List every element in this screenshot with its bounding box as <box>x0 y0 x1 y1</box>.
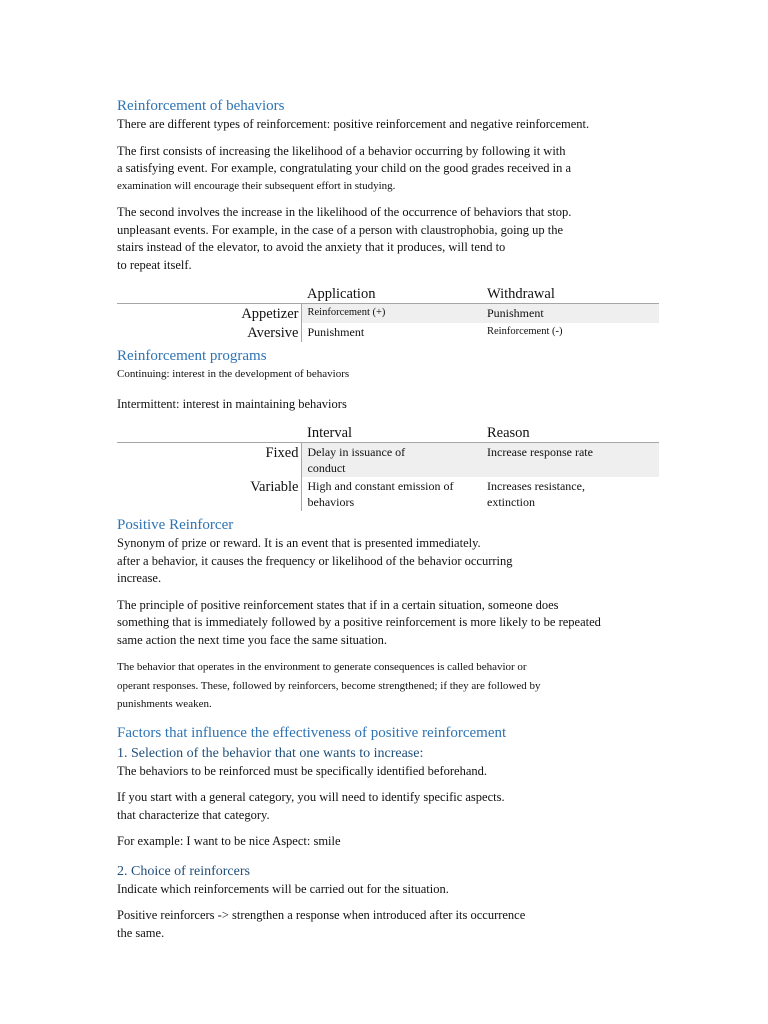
paragraph-intermittent: Intermittent: interest in maintaining behaviors <box>117 396 347 411</box>
subsection-title-selection: 1. Selection of the behavior that one wants to increase: <box>117 745 424 761</box>
table-cell <box>301 477 481 511</box>
row-header-variable: Variable <box>117 477 301 511</box>
cell-line: extinction <box>487 495 535 509</box>
paragraph-second <box>117 204 662 274</box>
document-page <box>117 96 662 951</box>
text-line: operant responses. These, followed by reinforcers, become strengthened; if they are followed by <box>117 679 541 692</box>
column-header-reason: Reason <box>481 422 659 443</box>
table-header-row <box>117 283 659 304</box>
cell-line: Increase response rate <box>487 445 593 459</box>
text-line: unpleasant events. For example, in the case of a person with claustrophobia, going up the <box>117 222 564 237</box>
text-line: There are different types of reinforcement: positive reinforcement and negative reinforcement. <box>117 117 590 131</box>
cell-line: Delay in issuance of <box>307 445 406 459</box>
text-line: that characterize that category. <box>117 807 270 822</box>
text-line: The behavior that operates in the environment to generate consequences is called behavior or <box>117 661 527 673</box>
text-line: the same. <box>117 925 165 940</box>
cell-line: behaviors <box>307 495 355 509</box>
reinforcement-table <box>117 283 659 342</box>
paragraph-types <box>117 116 662 134</box>
section-title-reinforcement: Reinforcement of behaviors <box>117 98 285 114</box>
text-line: Positive reinforcers -> strengthen a response when introduced after its occurrence <box>117 908 526 922</box>
section-title-programs: Reinforcement programs <box>117 348 267 364</box>
text-line: The second involves the increase in the likelihood of the occurrence of behaviors that stop. <box>117 205 572 219</box>
text-line: a satisfying event. For example, congratulating your child on the good grades received in a <box>117 161 572 175</box>
text-line: The principle of positive reinforcement states that if in a certain situation, someone does <box>117 597 559 612</box>
text-line: after a behavior, it causes the frequency or likelihood of the behavior occurring <box>117 553 513 568</box>
table-cell: Reinforcement (+) <box>301 304 481 324</box>
paragraph-operant <box>117 658 662 714</box>
table-row <box>117 443 659 478</box>
cell-line: Increases resistance, <box>487 479 585 493</box>
table-row <box>117 477 659 511</box>
section-title-positive-reinforcer: Positive Reinforcer <box>117 517 234 533</box>
text-line: something that is immediately followed by a positive reinforcement is more likely to be repeated <box>117 615 601 629</box>
table-cell <box>481 477 659 511</box>
section-title-factors: Factors that influence the effectiveness of positive reinforcement <box>117 724 507 741</box>
text-line: If you start with a general category, you will need to identify specific aspects. <box>117 790 505 804</box>
column-header-withdrawal: Withdrawal <box>481 283 659 304</box>
text-line: punishments weaken. <box>117 698 212 710</box>
paragraph-identified: The behaviors to be reinforced must be specifically identified beforehand. <box>117 763 487 778</box>
paragraph-positive-reinforcers <box>117 907 662 942</box>
table-header-row <box>117 422 659 443</box>
cell-line: conduct <box>307 461 346 475</box>
table-corner <box>117 283 301 304</box>
text-line: Synonym of prize or reward. It is an event that is presented immediately. <box>117 536 481 550</box>
programs-table <box>117 422 659 511</box>
row-header-fixed: Fixed <box>117 443 301 478</box>
text-line: stairs instead of the elevator, to avoid the anxiety that it produces, will tend to <box>117 240 506 254</box>
paragraph-synonym <box>117 535 662 588</box>
table-corner <box>117 422 301 443</box>
paragraph-principle <box>117 597 662 650</box>
row-header-aversive: Aversive <box>117 323 301 342</box>
column-header-application: Application <box>301 283 481 304</box>
table-row <box>117 323 659 342</box>
text-line: The first consists of increasing the likelihood of a behavior occurring by following it with <box>117 143 566 158</box>
table-cell <box>301 443 481 478</box>
text-line: examination will encourage their subsequent effort in studying. <box>117 179 396 192</box>
paragraph-example: For example: I want to be nice Aspect: smile <box>117 834 341 848</box>
table-cell: Punishment <box>307 325 365 339</box>
paragraph-general-category <box>117 789 662 824</box>
cell-line: High and constant emission of <box>307 479 454 493</box>
text-line: increase. <box>117 571 162 585</box>
paragraph-indicate: Indicate which reinforcements will be carried out for the situation. <box>117 881 449 896</box>
paragraph-first <box>117 143 662 196</box>
table-row <box>117 304 659 324</box>
text-line: to repeat itself. <box>117 257 192 272</box>
row-header-appetizer: Appetizer <box>117 304 301 324</box>
column-header-interval: Interval <box>301 422 481 443</box>
table-cell: Punishment <box>481 304 659 324</box>
paragraph-continuing: Continuing: interest in the development of behaviors <box>117 368 350 380</box>
table-cell: Reinforcement (-) <box>487 326 563 337</box>
table-cell <box>481 443 659 478</box>
subsection-title-choice: 2. Choice of reinforcers <box>117 863 250 879</box>
text-line: same action the next time you face the same situation. <box>117 632 388 647</box>
